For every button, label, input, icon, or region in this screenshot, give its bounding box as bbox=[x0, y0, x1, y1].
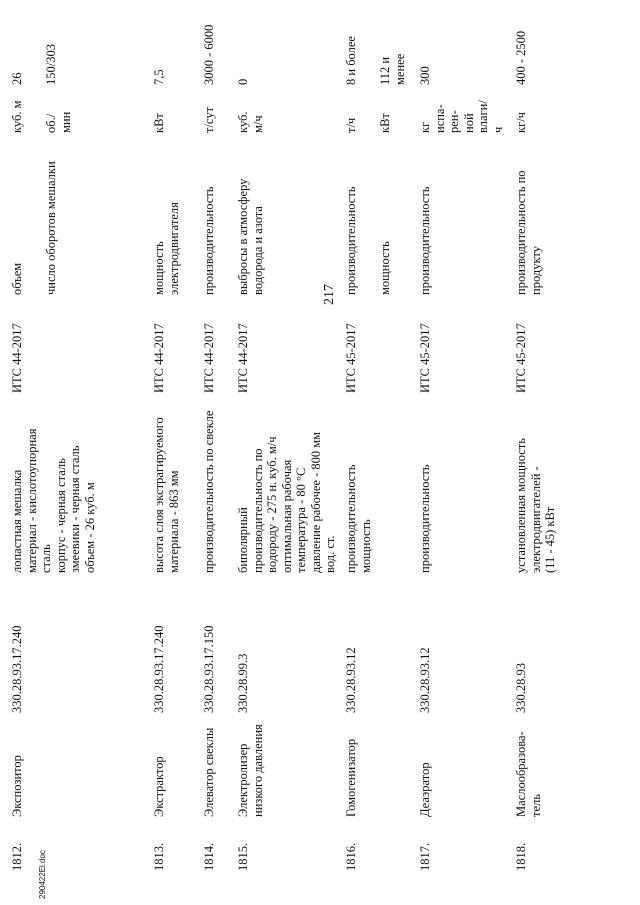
text-line: лопастная мешалка bbox=[10, 469, 24, 573]
parameter-value bbox=[44, 21, 59, 85]
text-line: Экспозитор bbox=[10, 755, 24, 817]
text-line: Экстрактор bbox=[152, 756, 166, 817]
parameter-unit bbox=[514, 89, 529, 133]
its-reference: ИТС 45-2017 bbox=[418, 323, 432, 393]
text-line: т/ч bbox=[344, 117, 358, 133]
text-line: электродвигателей - bbox=[528, 466, 543, 573]
okpd-code: 330.28.93.17.240 bbox=[10, 625, 24, 713]
text-line: температура - 80 °С bbox=[294, 467, 308, 573]
okpd-code: 330.28.93.17.150 bbox=[202, 625, 216, 713]
parameter-value bbox=[514, 21, 529, 85]
characteristics bbox=[10, 401, 97, 573]
text-line: 150/303 bbox=[44, 44, 58, 85]
text-line: рен- bbox=[447, 110, 461, 133]
text-line: производительность bbox=[344, 186, 358, 295]
text-line: сталь bbox=[39, 544, 53, 573]
text-line: Элеватор свеклы bbox=[202, 727, 216, 817]
text-line: водорода и азота bbox=[250, 206, 265, 295]
text-line: производительность по bbox=[250, 448, 265, 573]
text-line: электродвигателя bbox=[166, 202, 181, 295]
text-line: биполярный bbox=[236, 507, 250, 573]
parameter-unit bbox=[202, 89, 217, 133]
text-line: давление рабочее - 800 мм bbox=[308, 431, 323, 573]
text-line: кВт bbox=[378, 113, 392, 133]
parameter-value bbox=[152, 21, 167, 85]
text-line: Электролизер bbox=[236, 743, 250, 817]
text-line: куб. bbox=[236, 111, 250, 133]
okpd-code: 330.28.93.12 bbox=[418, 647, 432, 713]
page-number: 217 bbox=[322, 284, 337, 305]
text-line: высота слоя экстрагируемого bbox=[152, 417, 166, 573]
text-line: продукту bbox=[528, 246, 543, 295]
text-line: 3000 - 6000 bbox=[202, 24, 216, 85]
characteristics bbox=[418, 401, 433, 573]
its-reference: ИТС 44-2017 bbox=[202, 323, 216, 393]
okpd-code: 330.28.93.12 bbox=[344, 647, 358, 713]
text-line: 400 - 2500 bbox=[514, 30, 528, 85]
characteristics bbox=[344, 401, 373, 573]
parameter-name bbox=[202, 137, 217, 295]
text-line: 8 и более bbox=[344, 36, 358, 85]
text-line: материала - 863 мм bbox=[166, 470, 181, 573]
text-line: 300 bbox=[418, 66, 432, 85]
equipment-name bbox=[236, 715, 265, 817]
text-line: 0 bbox=[236, 78, 250, 85]
parameter-unit bbox=[44, 89, 73, 133]
text-line: кг/ч bbox=[514, 112, 528, 133]
its-reference: ИТС 44-2017 bbox=[10, 323, 24, 393]
text-line: объем - 26 куб. м bbox=[82, 482, 97, 573]
row-number: 1814. bbox=[202, 842, 216, 871]
characteristics bbox=[152, 401, 181, 573]
okpd-code: 330.28.99.3 bbox=[236, 653, 250, 713]
text-line: производительность bbox=[344, 464, 358, 573]
parameter-name bbox=[152, 137, 181, 295]
parameter-name bbox=[236, 137, 265, 295]
parameter-unit bbox=[418, 89, 505, 133]
text-line: оптимальная рабочая bbox=[279, 459, 294, 573]
parameter-name bbox=[378, 137, 393, 295]
its-reference: ИТС 44-2017 bbox=[152, 323, 166, 393]
okpd-code: 330.28.93.17.240 bbox=[152, 625, 166, 713]
equipment-name bbox=[152, 715, 167, 817]
text-line: установленная мощность bbox=[514, 438, 528, 573]
parameter-value bbox=[344, 21, 359, 85]
text-line: число оборотов мешалки bbox=[44, 161, 58, 295]
characteristics bbox=[202, 401, 217, 573]
characteristics bbox=[514, 401, 558, 573]
row-number: 1816. bbox=[344, 842, 358, 871]
text-line: производительность bbox=[418, 464, 432, 573]
characteristics bbox=[236, 401, 338, 573]
parameter-name bbox=[10, 137, 25, 295]
text-line: кВт bbox=[152, 113, 166, 133]
text-line: мощность bbox=[358, 519, 373, 573]
equipment-name bbox=[10, 715, 25, 817]
text-line: выбросы в атмосферу bbox=[236, 178, 250, 295]
text-line: менее bbox=[392, 53, 407, 85]
text-line: Деаэратор bbox=[418, 762, 432, 817]
text-line: испа- bbox=[432, 104, 447, 133]
its-reference: ИТС 45-2017 bbox=[514, 323, 528, 393]
parameter-value bbox=[378, 21, 407, 85]
parameter-unit bbox=[152, 89, 167, 133]
text-line: м/ч bbox=[250, 115, 265, 133]
text-line: 7,5 bbox=[152, 69, 166, 85]
parameter-value bbox=[202, 21, 217, 85]
text-line: об./ bbox=[44, 113, 58, 133]
parameter-name bbox=[344, 137, 359, 295]
text-line: вод. ст. bbox=[323, 535, 337, 573]
text-line: корпус - черная сталь bbox=[53, 458, 68, 573]
equipment-name bbox=[418, 715, 433, 817]
text-line: мощность bbox=[152, 241, 166, 295]
text-line: (11 - 45) кВт bbox=[543, 506, 557, 573]
parameter-name bbox=[44, 137, 59, 295]
equipment-name bbox=[344, 715, 359, 817]
text-line: 112 и bbox=[378, 56, 392, 85]
row-number: 1818. bbox=[514, 842, 528, 871]
text-line: змеевики - черная сталь bbox=[68, 445, 82, 573]
equipment-table bbox=[0, 23, 640, 873]
parameter-unit bbox=[10, 89, 25, 133]
row-number: 1817. bbox=[418, 842, 432, 871]
its-reference: ИТС 44-2017 bbox=[236, 323, 250, 393]
text-line: Гомогенизатор bbox=[344, 738, 358, 817]
parameter-value bbox=[10, 21, 25, 85]
document-footer: 290422El.doc bbox=[38, 850, 47, 899]
parameter-value bbox=[236, 21, 251, 85]
text-line: куб. м bbox=[10, 100, 24, 133]
parameter-name bbox=[418, 137, 433, 295]
okpd-code: 330.28.93 bbox=[514, 663, 528, 713]
text-line: 26 bbox=[10, 72, 24, 85]
text-line: влаги/ bbox=[476, 100, 490, 133]
its-reference: ИТС 45-2017 bbox=[344, 323, 358, 393]
parameter-unit bbox=[378, 89, 393, 133]
equipment-name bbox=[514, 715, 543, 817]
text-line: кг bbox=[418, 121, 432, 133]
text-line: мин bbox=[58, 111, 73, 133]
text-line: производительность по bbox=[514, 170, 528, 295]
row-number: 1813. bbox=[152, 842, 166, 871]
text-line: материал - кислотоупорная bbox=[24, 428, 39, 573]
text-line: мощность bbox=[378, 241, 392, 295]
text-line: водороду - 275 н. куб. м/ч bbox=[265, 436, 279, 573]
parameter-value bbox=[418, 21, 433, 85]
text-line: т/сут bbox=[202, 106, 216, 133]
text-line: ч bbox=[490, 126, 505, 133]
text-line: ной bbox=[461, 113, 476, 133]
equipment-name bbox=[202, 715, 217, 817]
text-line: производительность bbox=[202, 186, 216, 295]
text-line: производительность bbox=[418, 186, 432, 295]
row-number: 1815. bbox=[236, 842, 250, 871]
text-line: объем bbox=[10, 262, 24, 295]
parameter-unit bbox=[344, 89, 359, 133]
parameter-name bbox=[514, 137, 543, 295]
row-number: 1812. bbox=[10, 842, 24, 871]
parameter-unit bbox=[236, 89, 265, 133]
text-line: тель bbox=[528, 794, 543, 817]
text-line: производительность по свекле bbox=[202, 410, 216, 573]
text-line: Маслообразова- bbox=[514, 731, 528, 817]
text-line: низкого давления bbox=[250, 724, 265, 817]
